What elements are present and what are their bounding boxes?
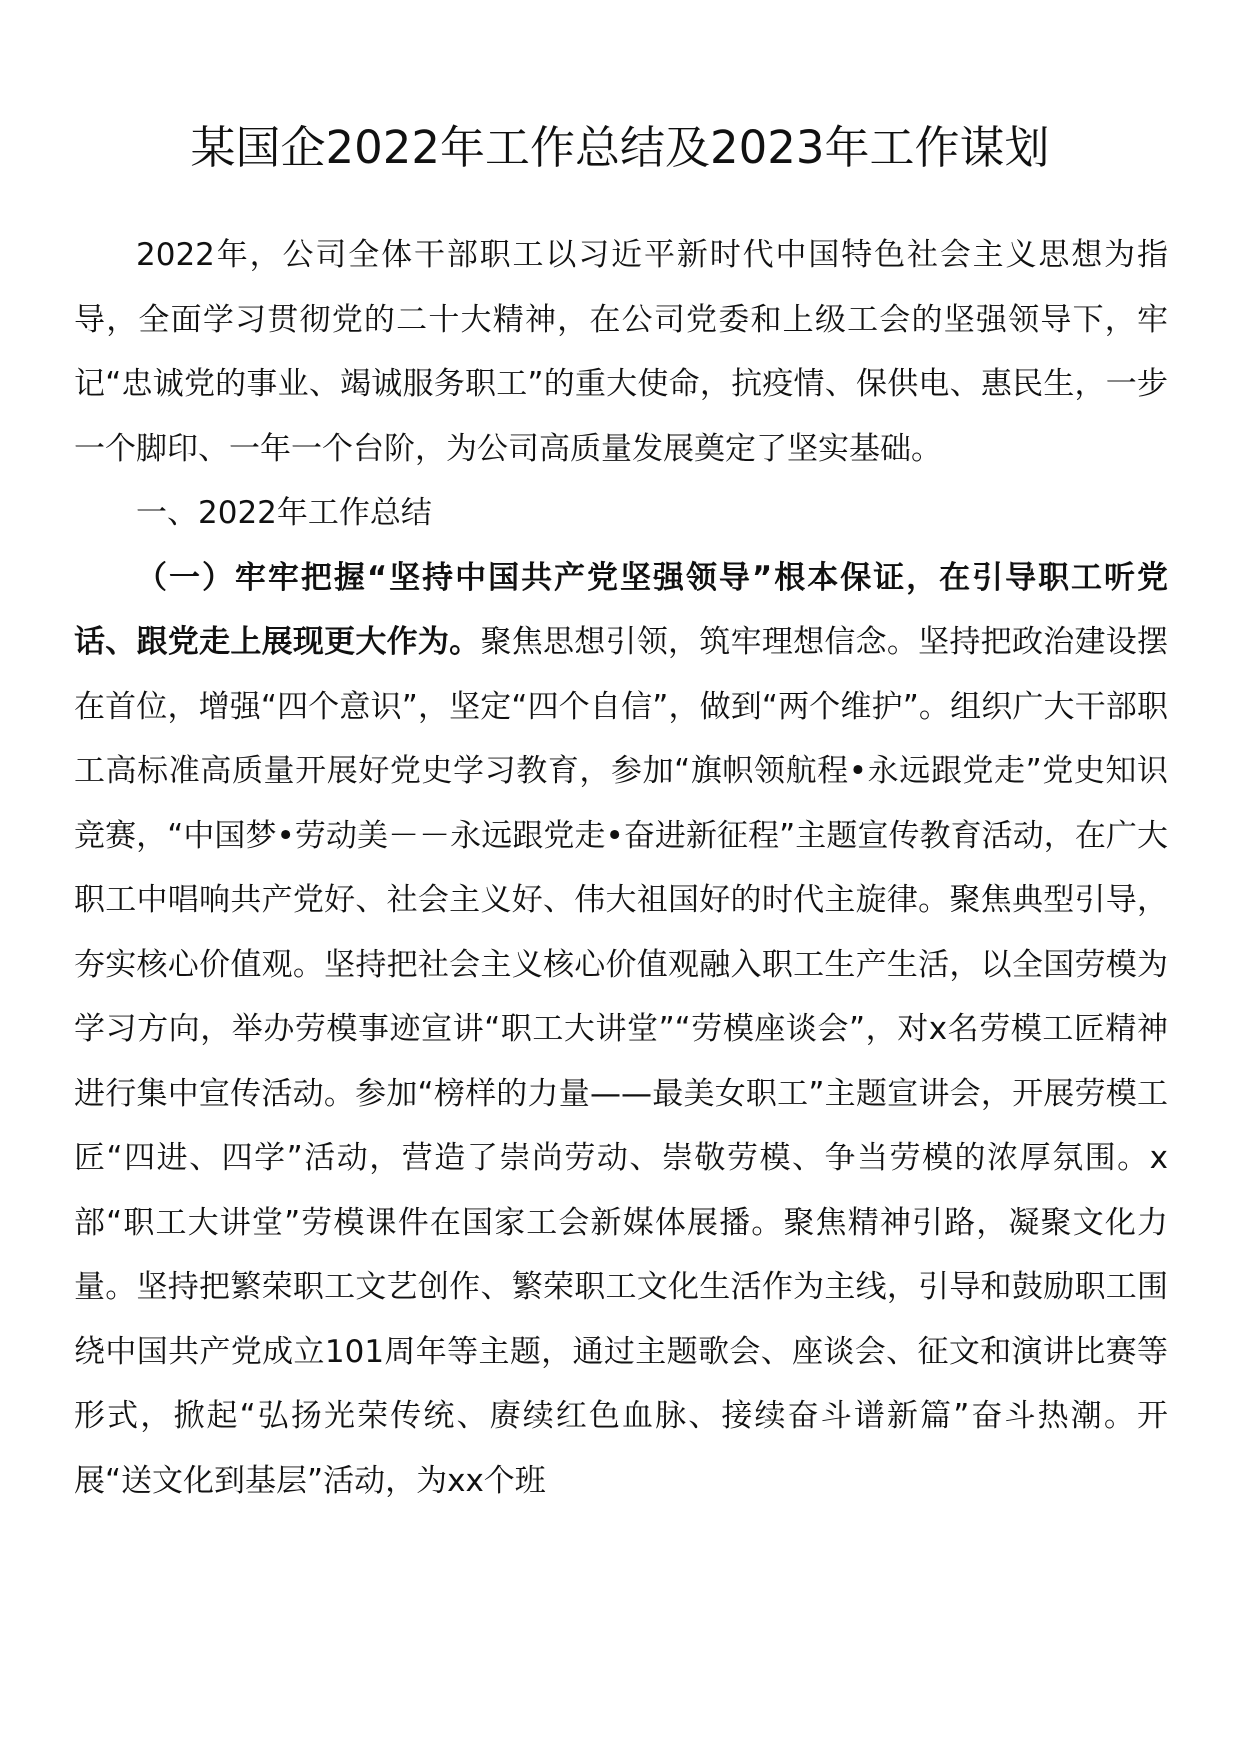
document-title: 某国企2022年工作总结及2023年工作谋划 xyxy=(190,121,1050,174)
document-body xyxy=(74,223,1168,1513)
subsection-bold-lead: （一）牢牢把握“坚持中国共产党坚强领导”根本保证，在引导职工听党话、跟党走上展现更大作为。 xyxy=(74,559,1168,660)
subsection-text: 聚焦思想引领，筑牢理想信念。坚持把政治建设摆在首位，增强“四个意识”，坚定“四个自信”，做到“两个维护”。组织广大干部职工高标准高质量开展好党史学习教育，参加“旗帜领航程•永远跟党走”党史知识竞赛，“中国梦•劳动美－－永远跟党走•奋进新征程”主题宣传教育活动，在广大职工中唱响共产党好、社会主义好、伟大祖国好的时代主旋律。聚焦典型引导，夯实核心价值观。坚持把社会主义核心价值观融入职工生产生活，以全国劳模为学习方向，举办劳模事迹宣讲“职工大讲堂”“劳模座谈会”，对x名劳模工匠精神进行集中宣传活动。参加“榜样的力量——最美女职工”主题宣讲会，开展劳模工匠“四进、四学”活动，营造了崇尚劳动、崇敬劳模、争当劳模的浓厚氛围。x部“职工大讲堂”劳模课件在国家工会新媒体展播。聚焦精神引路，凝聚文化力量。坚持把繁荣职工文艺创作、繁荣职工文化生活作为主线，引导和鼓励职工围绕中国共产党成立101周年等主题，通过主题歌会、座谈会、征文和演讲比赛等形式，掀起“弘扬光荣传统、赓续红色血脉、接续奋斗谱新篇”奋斗热潮。开展“送文化到基层”活动，为xx个班 xyxy=(74,624,1169,1499)
subsection-paragraph xyxy=(74,546,1168,1514)
section-heading: 一、2022年工作总结 xyxy=(136,495,432,531)
intro-paragraph: 2022年，公司全体干部职工以习近平新时代中国特色社会主义思想为指导，全面学习贯彻党的二十大精神，在公司党委和上级工会的坚强领导下，牢记“忠诚党的事业、竭诚服务职工”的重大使命，抗疫情、保供电、惠民生，一步一个脚印、一年一个台阶，为公司高质量发展奠定了坚实基础。 xyxy=(74,237,1168,467)
